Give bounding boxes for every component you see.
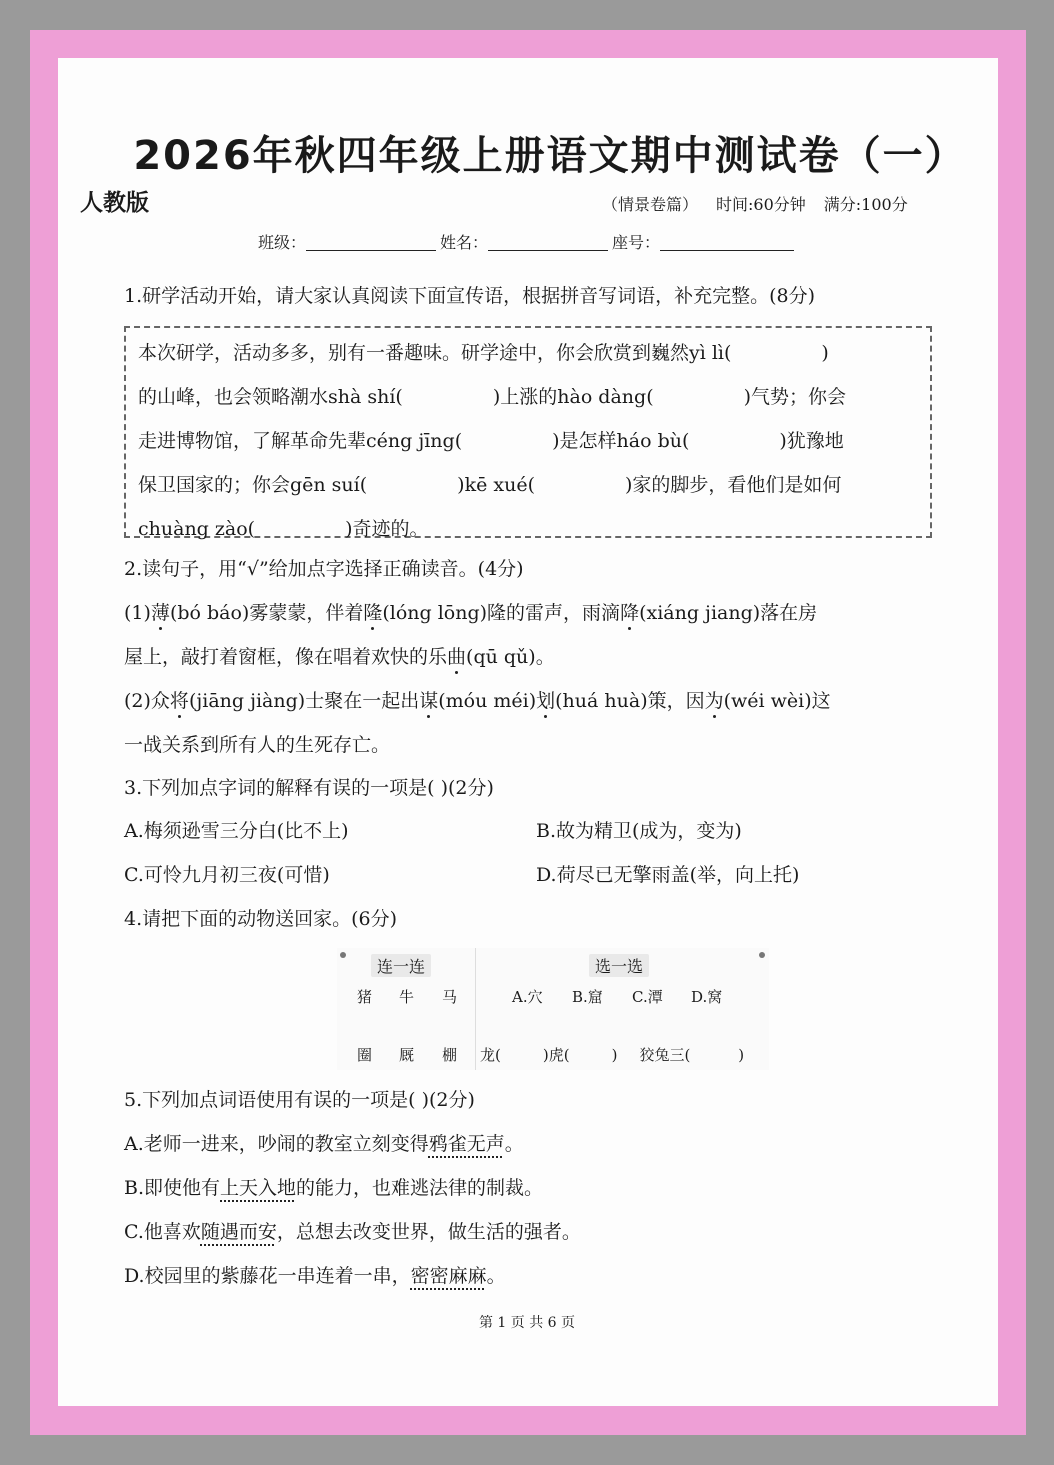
q5-option-c[interactable] [124,1217,581,1244]
name-field[interactable] [488,234,608,251]
exam-meta [602,192,926,215]
q1-text: )气势；你会 [743,386,847,408]
q2-text: (1) [124,602,151,624]
class-field[interactable] [306,234,436,251]
name-label: 姓名： [440,233,489,252]
q5-text: D.校园里的紫藤花一串连着一串， [124,1265,411,1287]
pin-icon [759,952,765,958]
q1-line-5 [138,514,429,541]
home-item[interactable]: 厩 [399,1046,415,1064]
q2-text: 一战关系到所有人的生死存亡。 [124,734,391,756]
dotted-char: 曲 [447,646,467,668]
choice-item: C.潭 [632,988,663,1006]
q2-text[interactable]: (qū qǔ)。 [466,646,555,668]
q1-text: 的山峰，也会领略潮水shà shí( [138,386,403,408]
q5-text: C.他喜欢 [124,1221,201,1243]
dotted-char: 隆 [363,602,383,624]
dotted-char: 薄 [150,602,170,624]
q3-option-c[interactable]: C.可怜九月初三夜(可惜) [124,864,330,886]
choice-item: A.穴 [512,988,543,1006]
q2-text[interactable]: (bó báo)雾蒙蒙，伴着 [169,602,364,624]
q5-text: 。 [504,1133,524,1155]
q5-text: ，总想去改变世界，做生活的强者。 [276,1221,581,1243]
q1-text: )是怎样háo bù( [552,430,690,452]
choice-item: D.窝 [691,988,723,1006]
q5-option-d[interactable] [124,1261,506,1288]
dotted-word: 随遇而安 [200,1221,277,1243]
q5-text: 的能力，也难逃法律的制裁。 [296,1177,544,1199]
q2-text: 屋上，敲打着窗框，像在唱着欢快的乐 [124,646,448,668]
q1-line-1 [138,338,829,365]
q2-text[interactable]: (jiāng jiàng)士聚在一起出 [188,690,420,712]
q2-text: (2)众 [124,690,170,712]
dotted-char: 划 [536,690,556,712]
animal-item[interactable]: 牛 [399,988,415,1006]
idiom-text: )虎( [542,1046,570,1064]
q1-text: )犹豫地 [779,430,844,452]
q1-text: ) [821,342,829,364]
idiom-text: ) [738,1046,745,1064]
q2-text[interactable]: (huá huà)策，因 [555,690,705,712]
match-header: 连一连 [371,954,431,977]
idiom-text: ) [611,1046,618,1064]
seat-field[interactable] [660,234,794,251]
choose-header: 选一选 [589,954,649,977]
q5-text: A.老师一进来，吵闹的教室立刻变得 [124,1133,429,1155]
q2-prompt: 2.读句子，用“√”给加点字选择正确读音。(4分) [124,558,524,580]
q5-option-b[interactable] [124,1173,543,1200]
dotted-char: 降 [620,602,640,624]
edition-label: 人教版 [80,190,149,216]
q1-text: )kē xué( [457,474,535,496]
q1-text: )上涨的hào dàng( [492,386,654,408]
q5-text: 。 [486,1265,506,1287]
q1-line-2 [138,382,846,409]
q2-text[interactable]: (wéi wèi)这 [723,690,831,712]
q3-option-a[interactable]: A.梅须逊雪三分白(比不上) [124,820,349,842]
dotted-char: 为 [704,690,724,712]
q4-prompt: 4.请把下面的动物送回家。(6分) [124,908,398,930]
dotted-word: 鸦雀无声 [428,1133,505,1155]
exam-score: 满分:100分 [823,195,908,214]
q1-text: 保卫国家的；你会gēn suí( [138,474,368,496]
q1-passage-box [124,326,932,538]
q3-option-b[interactable]: B.故为精卫(成为，变为) [536,820,742,842]
q1-text: 走进博物馆，了解革命先辈céng jīng( [138,430,463,452]
q1-line-3 [138,426,844,453]
animal-item[interactable]: 马 [442,988,458,1006]
q3-prompt: 3.下列加点字词的解释有误的一项是( )(2分) [124,777,494,799]
q2-sentence-2a [124,686,831,713]
q2-text[interactable]: (lóng lōng)隆的雷声，雨滴 [382,602,621,624]
idiom-text: 狡兔三( [639,1046,691,1064]
q2-text[interactable]: (móu méi) [438,690,537,712]
page-number: 第 1 页 共 6 页 [478,1315,576,1331]
pin-icon [340,952,346,958]
q1-text: )奇迹的。 [345,518,429,540]
page-title: 2026年秋四年级上册语文期中测试卷（一） [133,133,967,179]
q1-text: chuàng zào( [138,518,256,540]
dotted-char: 将 [169,690,189,712]
q5-text: B.即使他有 [124,1177,221,1199]
q4-animal-panel [337,948,769,1070]
home-item[interactable]: 圈 [357,1046,373,1064]
class-label: 班级： [258,233,307,252]
q2-sentence-1a [124,598,817,625]
q5-option-a[interactable] [124,1129,524,1156]
q2-sentence-1b [124,642,555,669]
q2-sentence-2b [124,730,390,757]
student-info-line [258,230,798,253]
exam-time: 时间:60分钟 [716,195,806,214]
home-item[interactable]: 棚 [442,1046,458,1064]
animal-item[interactable]: 猪 [357,988,373,1006]
q2-text[interactable]: (xiáng jiang)落在房 [639,602,818,624]
q1-line-4 [138,470,841,497]
q1-prompt: 1.研学活动开始，请大家认真阅读下面宣传语，根据拼音写词语，补充完整。(8分) [124,285,816,307]
q1-text: )家的脚步，看他们是如何 [625,474,842,496]
exam-type: （情景卷篇） [602,195,699,214]
q5-prompt: 5.下列加点词语使用有误的一项是( )(2分) [124,1089,475,1111]
choice-item: B.窟 [572,988,603,1006]
dotted-char: 谋 [419,690,439,712]
seat-label: 座号： [612,233,661,252]
q1-text: 本次研学，活动多多，别有一番趣味。研学途中，你会欣赏到巍然yì lì( [138,342,732,364]
idiom-fill [480,1044,744,1065]
q3-option-d[interactable]: D.荷尽已无擎雨盖(举，向上托) [536,864,800,886]
dotted-word: 密密麻麻 [410,1265,487,1287]
idiom-text: 龙( [480,1046,501,1064]
panel-divider [475,948,476,1070]
dotted-word: 上天入地 [220,1177,297,1199]
